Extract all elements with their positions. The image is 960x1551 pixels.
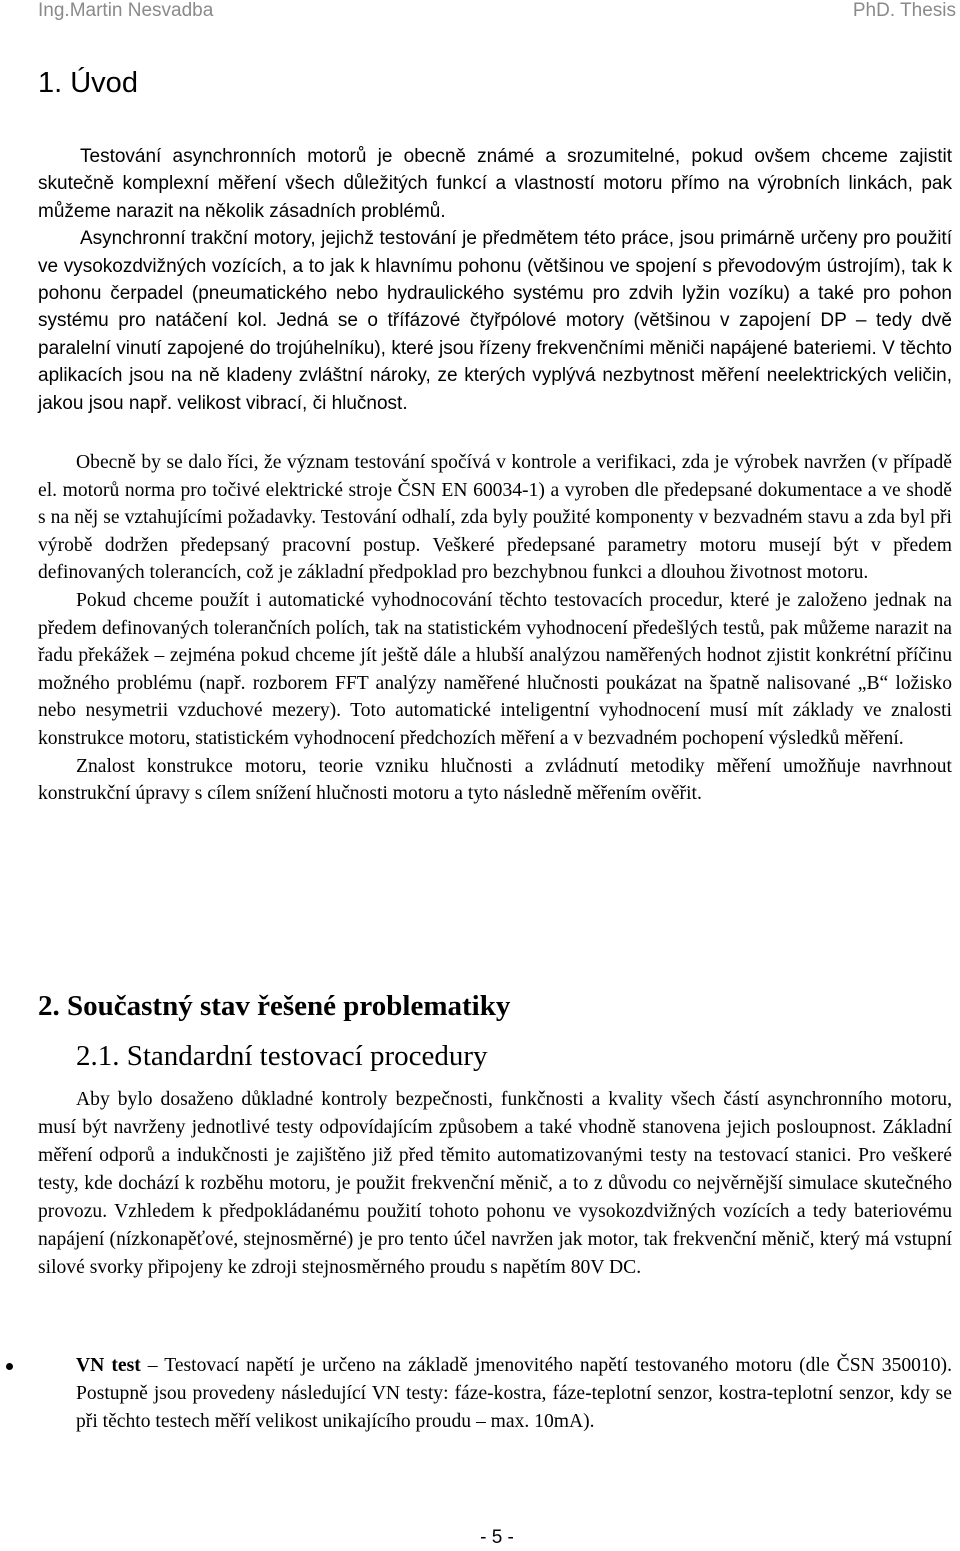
chapter-1-heading: 1. Úvod	[38, 67, 138, 99]
running-header	[38, 0, 956, 24]
list-item	[38, 1352, 952, 1436]
bullet-icon	[6, 1363, 13, 1370]
paragraph: Asynchronní trakční motory, jejichž testování je předmětem této práce, jsou primárně určeny pro použití ve vysokozdvižných vozících, a to jak k hlavnímu pohonu (většinou ve spojení s převodovým ústrojím), tak k pohonu čerpadel (pneumatického nebo hydraulického systému pro zdvih lyžin vozíku) a také pro pohon systému pro natáčení kol. Jedná se o třífázové čtyřpólové motory (většinou v zapojení DP – tedy dvě paralelní vinutí zapojené do trojúhelníku), které jsou řízeny frekvenčními měniči napájené bateriemi. V těchto aplikacích jsou na ně kladeny zvláštní nároky, ze kterých vyplývá nezbytnost měření neelektrických veličin, jakou jsou např. velikost vibrací, či hlučnost.	[38, 228, 952, 414]
paragraph: Znalost konstrukce motoru, teorie vzniku hlučnosti a zvládnutí metodiky měření umožňuje navrhnout konstrukční úpravy s cílem snížení hlučnosti motoru a tyto následně měřením ověřit.	[38, 755, 952, 805]
header-doc-type: PhD. Thesis	[852, 0, 956, 21]
chapter-1-intro	[38, 143, 952, 417]
section-2-1-heading: 2.1. Standardní testovací procedury	[76, 1040, 488, 1072]
header-author: Ing.Martin Nesvadba	[38, 0, 214, 21]
list-item-text: – Testovací napětí je určeno na základě jmenovitého napětí testovaného motoru (dle ČSN 350010). Postupně jsou provedeny následující VN testy: fáze-kostra, fáze-teplotní senzor, kostra-teplotní senzor, kdy se při těchto testech měří velikost unikajícího proudu – max. 10mA).	[76, 1355, 952, 1432]
test-list	[38, 1352, 952, 1436]
list-item-term: VN test	[76, 1355, 141, 1376]
paragraph: Testování asynchronních motorů je obecně známé a srozumitelné, pokud ovšem chceme zajistit skutečně komplexní měření všech důležitých funkcí a vlastností motoru přímo na výrobních linkách, pak můžeme narazit na několik zásadních problémů.	[38, 146, 952, 222]
chapter-2-heading: 2. Součastný stav řešené problematiky	[38, 990, 511, 1022]
section-2-1-paragraph: Aby bylo dosaženo důkladné kontroly bezpečnosti, funkčnosti a kvality všech částí asynchronního motoru, musí být navrženy jednotlivé testy odpovídajícím způsobem a také vhodně stanovena jejich posloupnost. Základní měření odporů a indukčnosti je zajištěno již před těmito automatizovanými testy na testovací stanici. Pro veškeré testy, kde dochází k rozběhu motoru, je použit frekvenční měnič, a to z důvodu co nejvěrnější simulace skutečného provozu. Vzhledem k předpokládanému použití tohoto pohonu ve vysokozdvižných vozících a tedy bateriovému napájení (nízkonapěťové, stejnosměrné) je pro tento účel navržen jak motor, tak frekvenční měnič, který má vstupní silové svorky připojeny ke zdroji stejnosměrného proudu s napětím 80V DC.	[38, 1089, 952, 1278]
page-number: - 5 -	[480, 1527, 514, 1548]
paragraph: Pokud chceme použít i automatické vyhodnocování těchto testovacích procedur, které je založeno jednak na předem definovaných tolerančních polích, tak na statistickém vyhodnocení předešlých testů, pak můžeme narazit na řadu překážek – zejména pokud chceme jít ještě dále a hlubší analýzou naměřených hodnot zjistit konkrétní příčinu možného problému (např. rozborem FFT analýzy naměřené hlučnosti poukázat na špatně nalisované „B“ ložisko nebo nesymetrii vzduchové mezery). Toto automatické inteligentní vyhodnocení musí mít základy ve znalosti konstrukce motoru, statistickém vyhodnocení předchozích měření a v bezvadném pochopení výsledků měření.	[38, 589, 952, 749]
chapter-1-body	[38, 449, 952, 808]
paragraph: Obecně by se dalo říci, že význam testování spočívá v kontrole a verifikaci, zda je výrobek navržen (v případě el. motorů norma pro točivé elektrické stroje ČSN EN 60034-1) a vyroben dle předepsané dokumentace a ve shodě s na něj se vztahujícími požadavky. Testování odhalí, zda byly použité komponenty v bezvadném stavu a zda byl při výrobě dodržen předepsaný pracovní postup. Veškeré předepsané parametry motoru musejí být v předem definovaných tolerancích, což je základní předpoklad pro bezchybnou funkci a dlouhou životnost motoru.	[38, 452, 952, 584]
